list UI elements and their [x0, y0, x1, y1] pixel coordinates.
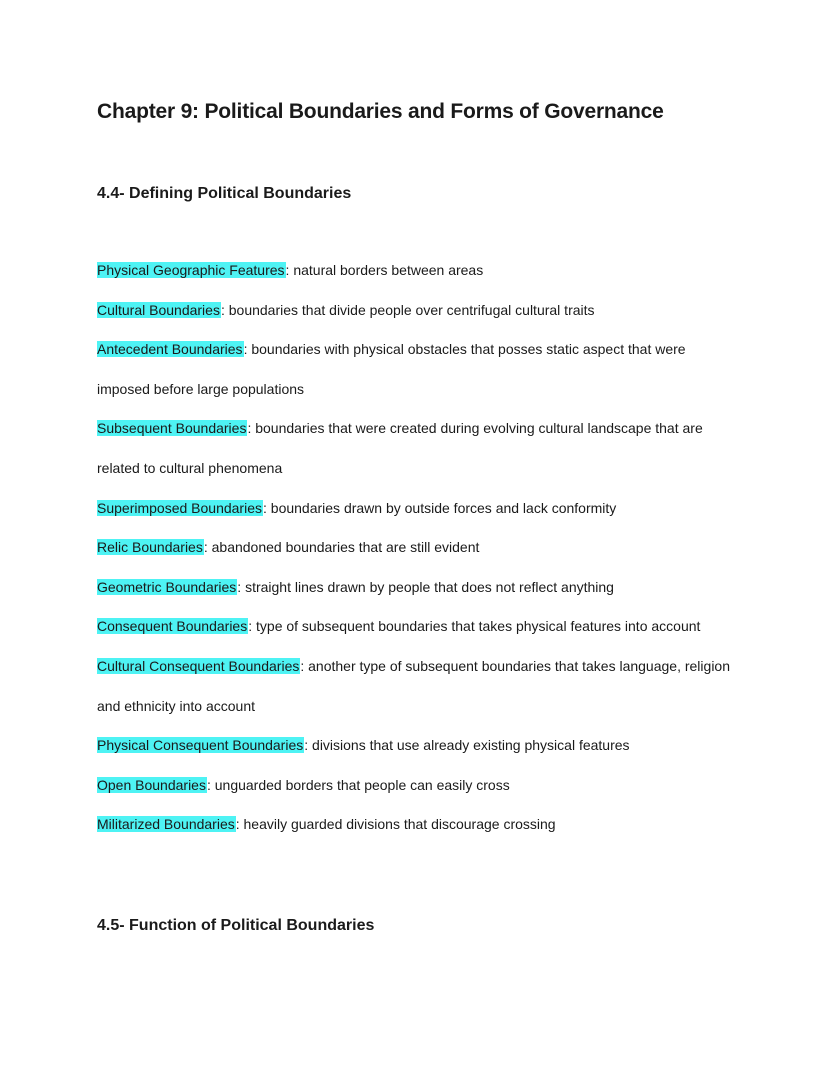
list-item [97, 409, 737, 488]
list-item [97, 330, 737, 409]
highlighted-term: Militarized Boundaries [97, 816, 235, 833]
highlighted-term: Open Boundaries [97, 776, 206, 793]
term-definition: : another type of subsequent boundaries that takes language, religion and ethnicity into account [97, 657, 730, 714]
list-item [97, 726, 737, 766]
list-item [97, 291, 737, 331]
highlighted-term: Relic Boundaries [97, 539, 203, 556]
term-definition: : boundaries with physical obstacles that posses static aspect that were imposed before large populations [97, 341, 686, 397]
list-item [97, 251, 737, 291]
term-definition: : straight lines drawn by people that does not reflect anything [237, 578, 614, 595]
list-item [97, 528, 737, 568]
highlighted-term: Physical Consequent Boundaries [97, 737, 304, 754]
chapter-title: Chapter 9: Political Boundaries and Forms of Governance [97, 100, 664, 123]
list-item [97, 647, 737, 726]
highlighted-term: Cultural Consequent Boundaries [97, 657, 300, 674]
list-item [97, 805, 737, 845]
section-heading-function: 4.5- Function of Political Boundaries [97, 917, 375, 934]
highlighted-term: Antecedent Boundaries [97, 341, 243, 358]
section-heading-defining: 4.4- Defining Political Boundaries [97, 185, 352, 202]
list-item [97, 489, 737, 529]
term-definition: : boundaries that were created during evolving cultural landscape that are related to cultural phenomena [97, 420, 703, 476]
list-item [97, 766, 737, 806]
highlighted-term: Superimposed Boundaries [97, 499, 262, 516]
highlighted-term: Cultural Boundaries [97, 301, 220, 318]
highlighted-term: Subsequent Boundaries [97, 420, 247, 437]
list-item [97, 568, 737, 608]
term-definition: : type of subsequent boundaries that takes physical features into account [248, 618, 701, 635]
term-definition: : abandoned boundaries that are still evident [203, 539, 480, 556]
term-definition-list [97, 251, 737, 845]
highlighted-term: Physical Geographic Features [97, 262, 285, 278]
term-definition: : heavily guarded divisions that discourage crossing [235, 816, 556, 833]
list-item [97, 607, 737, 647]
highlighted-term: Consequent Boundaries [97, 618, 248, 635]
highlighted-term: Geometric Boundaries [97, 578, 237, 595]
term-definition: : boundaries that divide people over centrifugal cultural traits [220, 301, 595, 318]
term-definition: : natural borders between areas [285, 262, 484, 278]
term-definition: : divisions that use already existing physical features [304, 737, 630, 754]
term-definition: : boundaries drawn by outside forces and lack conformity [263, 499, 617, 516]
term-definition: : unguarded borders that people can easily cross [206, 776, 510, 793]
